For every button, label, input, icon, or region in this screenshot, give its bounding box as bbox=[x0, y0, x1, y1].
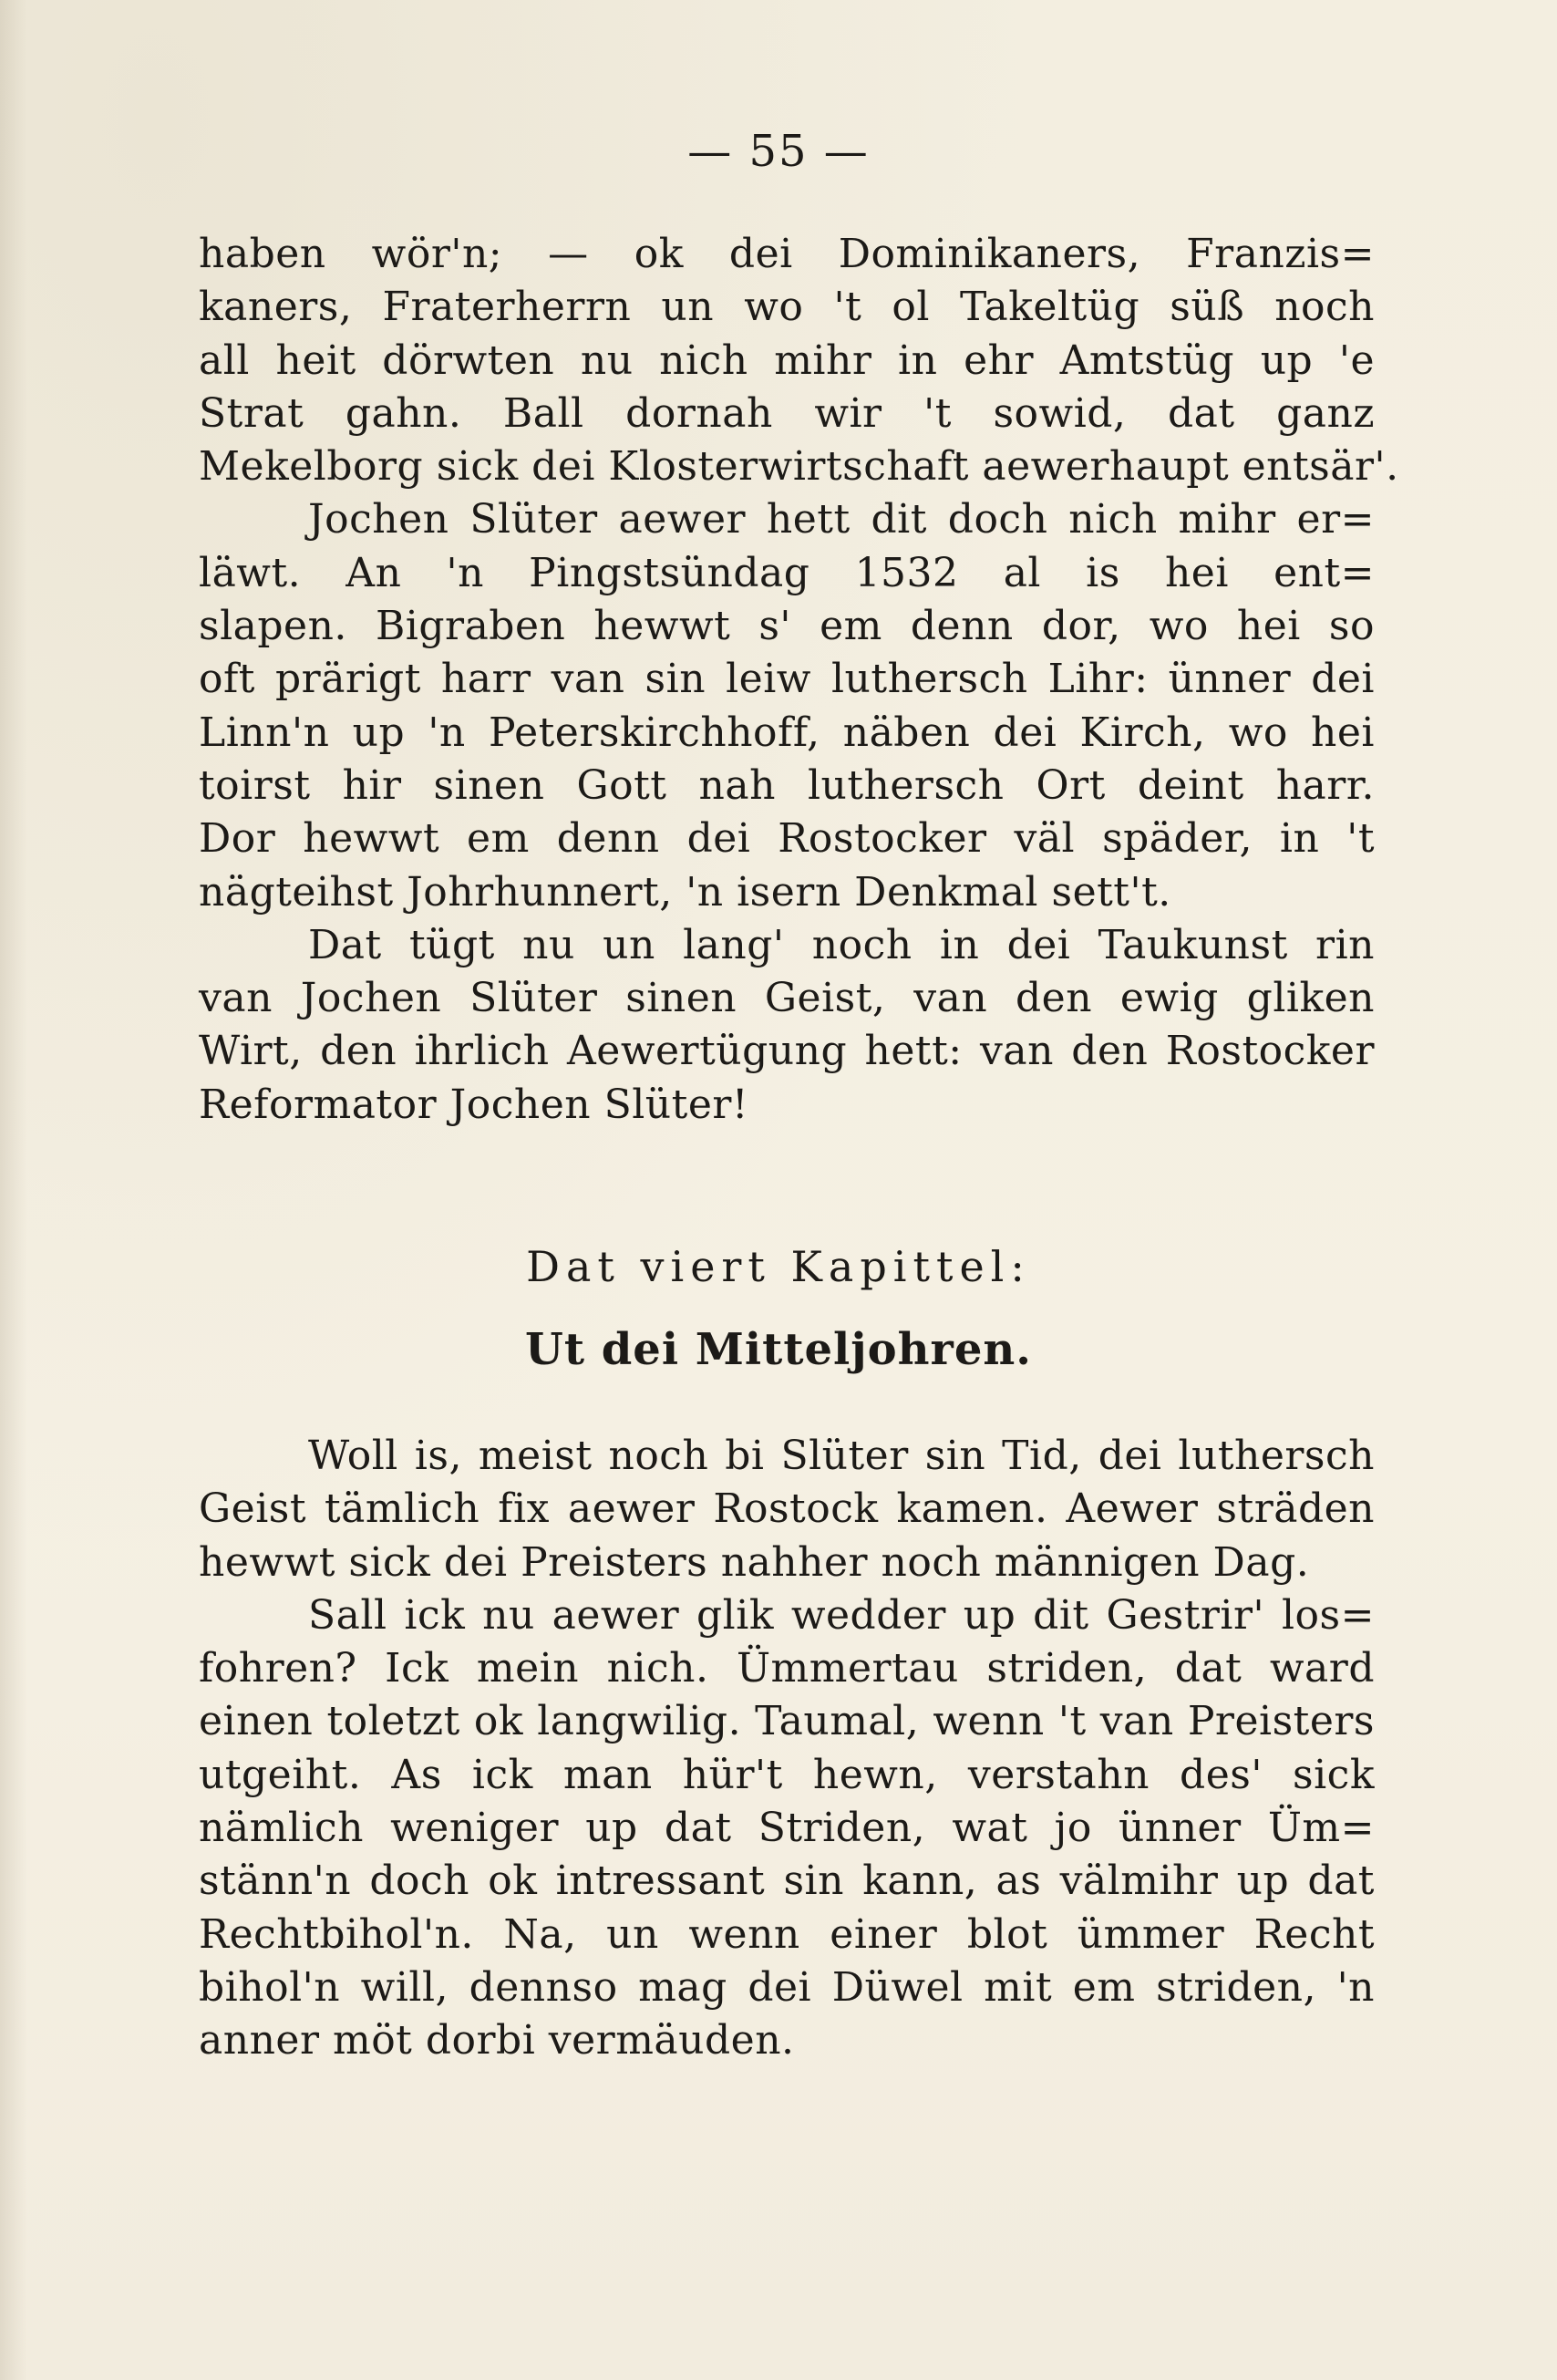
text-line: Strat gahn. Ball dornah wir 't sowid, dat ganz bbox=[199, 389, 1375, 437]
text-line: Mekelborg sick dei Klosterwirtschaft aewerhaupt entsär'. bbox=[199, 443, 1399, 491]
text-line: fohren? Ick mein nich. Ümmertau striden, dat ward bbox=[199, 1645, 1375, 1692]
text-line: utgeiht. As ick man hür't hewn, verstahn des' sick bbox=[199, 1751, 1375, 1798]
text-line: Reformator Jochen Slüter! bbox=[199, 1081, 749, 1128]
text-line: all heit dörwten nu nich mihr in ehr Amtstüg up 'e bbox=[199, 336, 1375, 384]
text-line: kaners, Fraterherrn un wo 't ol Takeltüg süß noch bbox=[199, 284, 1375, 331]
text-line: Rechtbihol'n. Na, un wenn einer blot ümmer Recht bbox=[199, 1910, 1375, 1958]
paragraphs-bottom bbox=[199, 1430, 1375, 2068]
text-line: läwt. An 'n Pingstsündag 1532 al is hei ent= bbox=[199, 549, 1375, 596]
text-line: einen toletzt ok langwilig. Taumal, wenn 't van Preisters bbox=[199, 1698, 1375, 1745]
paragraphs-top bbox=[199, 228, 1399, 1132]
text-line: Sall ick nu aewer glik wedder up dit Gestrir' los= bbox=[308, 1591, 1375, 1639]
text-line: nägteihst Johrhunnert, 'n isern Denkmal sett't. bbox=[199, 868, 1171, 916]
text-line: hewwt sick dei Preisters nahher noch männigen Dag. bbox=[199, 1538, 1310, 1586]
text-line: slapen. Bigraben hewwt s' em denn dor, wo hei so bbox=[199, 603, 1375, 650]
text-line: toirst hir sinen Gott nah luthersch Ort deint harr. bbox=[199, 761, 1375, 809]
text-line: Geist tämlich fix aewer Rostock kamen. Aewer sträden bbox=[199, 1485, 1375, 1533]
text-line: Dat tügt nu un lang' noch in dei Taukunst rin bbox=[308, 921, 1375, 968]
text-line: haben wör'n; — ok dei Dominikaners, Franzis= bbox=[199, 231, 1375, 277]
text-line: nämlich weniger up dat Striden, wat jo ünner Üm= bbox=[199, 1805, 1375, 1852]
text-line: stänn'n doch ok intressant sin kann, as välmihr up dat bbox=[199, 1857, 1375, 1905]
text-line: oft prärigt harr van sin leiw luthersch Lihr: ünner dei bbox=[199, 656, 1375, 703]
text-line: anner möt dorbi vermäuden. bbox=[199, 2017, 795, 2064]
text-line: Linn'n up 'n Peterskirchhoff, näben dei Kirch, wo hei bbox=[199, 709, 1375, 756]
page-number: — 55 — bbox=[687, 126, 870, 177]
text-line: van Jochen Slüter sinen Geist, van den ewig gliken bbox=[199, 975, 1375, 1022]
text-line: bihol'n will, dennso mag dei Düwel mit em striden, 'n bbox=[199, 1963, 1375, 2011]
chapter-label: Dat viert Kapittel: bbox=[526, 1242, 1031, 1291]
chapter-title: Ut dei Mitteljohren. bbox=[525, 1324, 1032, 1375]
text-line: Wirt, den ihrlich Aewertügung hett: van den Rostocker bbox=[199, 1028, 1375, 1075]
page-edge-shadow bbox=[0, 0, 27, 2380]
text-line: Dor hewwt em denn dei Rostocker väl späder, in 't bbox=[199, 815, 1375, 863]
text-line: Jochen Slüter aewer hett dit doch nich mihr er= bbox=[308, 496, 1375, 543]
text-line: Woll is, meist noch bi Slüter sin Tid, dei luthersch bbox=[308, 1433, 1375, 1479]
